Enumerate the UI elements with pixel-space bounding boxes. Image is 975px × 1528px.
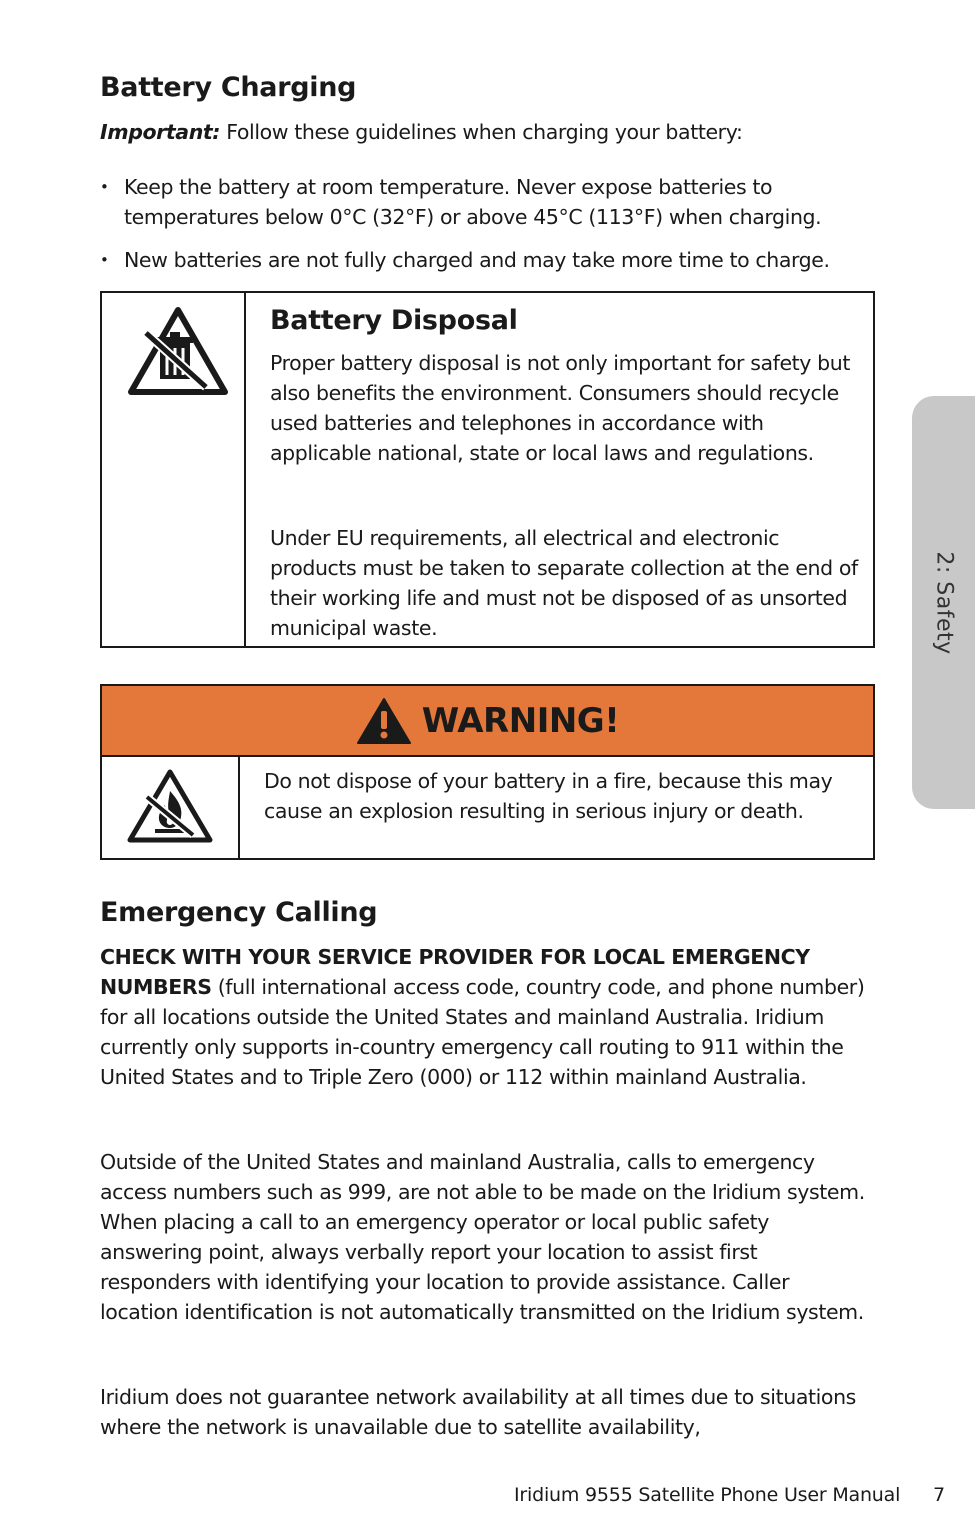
footer-manual-title: Iridium 9555 Satellite Phone User Manual [514, 1484, 901, 1506]
intro-text: Follow these guidelines when charging your battery: [226, 120, 743, 144]
battery-charging-intro [100, 117, 880, 147]
emergency-paragraph-3: Iridium does not guarantee network availability at all times due to situations where the network is unavailable due to satellite availability, [100, 1385, 856, 1439]
warning-box [100, 684, 875, 860]
fire-hazard-icon [125, 767, 215, 845]
icon-cell [102, 293, 246, 646]
emergency-bold-lead: CHECK WITH YOUR SERVICE PROVIDER FOR LOCAL EMERGENCY NUMBERS [100, 945, 810, 999]
battery-disposal-box [100, 291, 875, 648]
important-label: Important: [100, 120, 221, 144]
chapter-side-tab [912, 396, 975, 809]
page-number: 7 [933, 1484, 945, 1506]
battery-charging-heading: Battery Charging [100, 72, 357, 103]
warning-triangle-icon [356, 697, 412, 745]
side-tab-label: 2: Safety [931, 550, 956, 655]
emergency-calling-heading: Emergency Calling [100, 897, 378, 928]
warning-text: Do not dispose of your battery in a fire, because this may cause an explosion resulting in serious injury or death. [264, 769, 833, 823]
disposal-paragraph: Under EU requirements, all electrical and electronic products must be taken to separate collection at the end of their working life and must not be disposed of as unsorted municipal waste. [270, 526, 858, 640]
icon-cell [102, 757, 240, 858]
emergency-paragraph-text: (full international access code, country code, and phone number) for all locations outside the United States and mainland Australia. Iridium currently only supports in-country emergency call routing to 911 within the United States and to Triple Zero (000) or 112 within mainland Australia. [100, 975, 865, 1089]
disposal-paragraph: Proper battery disposal is not only important for safety but also benefits the environment. Consumers should recycle used batteries and telephones in accordance with applicable national, state or local laws and regulations. [270, 351, 850, 465]
warning-header [102, 686, 873, 757]
emergency-paragraph-1 [100, 942, 880, 1092]
list-item: • New batteries are not fully charged and may take more time to charge. [100, 245, 870, 275]
charging-guidelines-list [100, 172, 870, 288]
emergency-paragraph-2: Outside of the United States and mainland Australia, calls to emergency access numbers such as 999, are not able to be made on the Iridium system. When placing a call to an emergency operator or local public safety answering point, always verbally report your location to assist first responders with identifying your location to provide assistance. Caller location identification is not automatically transmitted on the Iridium system. [100, 1150, 865, 1324]
warning-title: WARNING! [421, 700, 620, 741]
no-trash-icon [126, 305, 230, 397]
battery-disposal-heading: Battery Disposal [270, 305, 518, 336]
list-item: • Keep the battery at room temperature. Never expose batteries to temperatures below 0°C (32°F) or above 45°C (113°F) when charging. [100, 172, 870, 232]
